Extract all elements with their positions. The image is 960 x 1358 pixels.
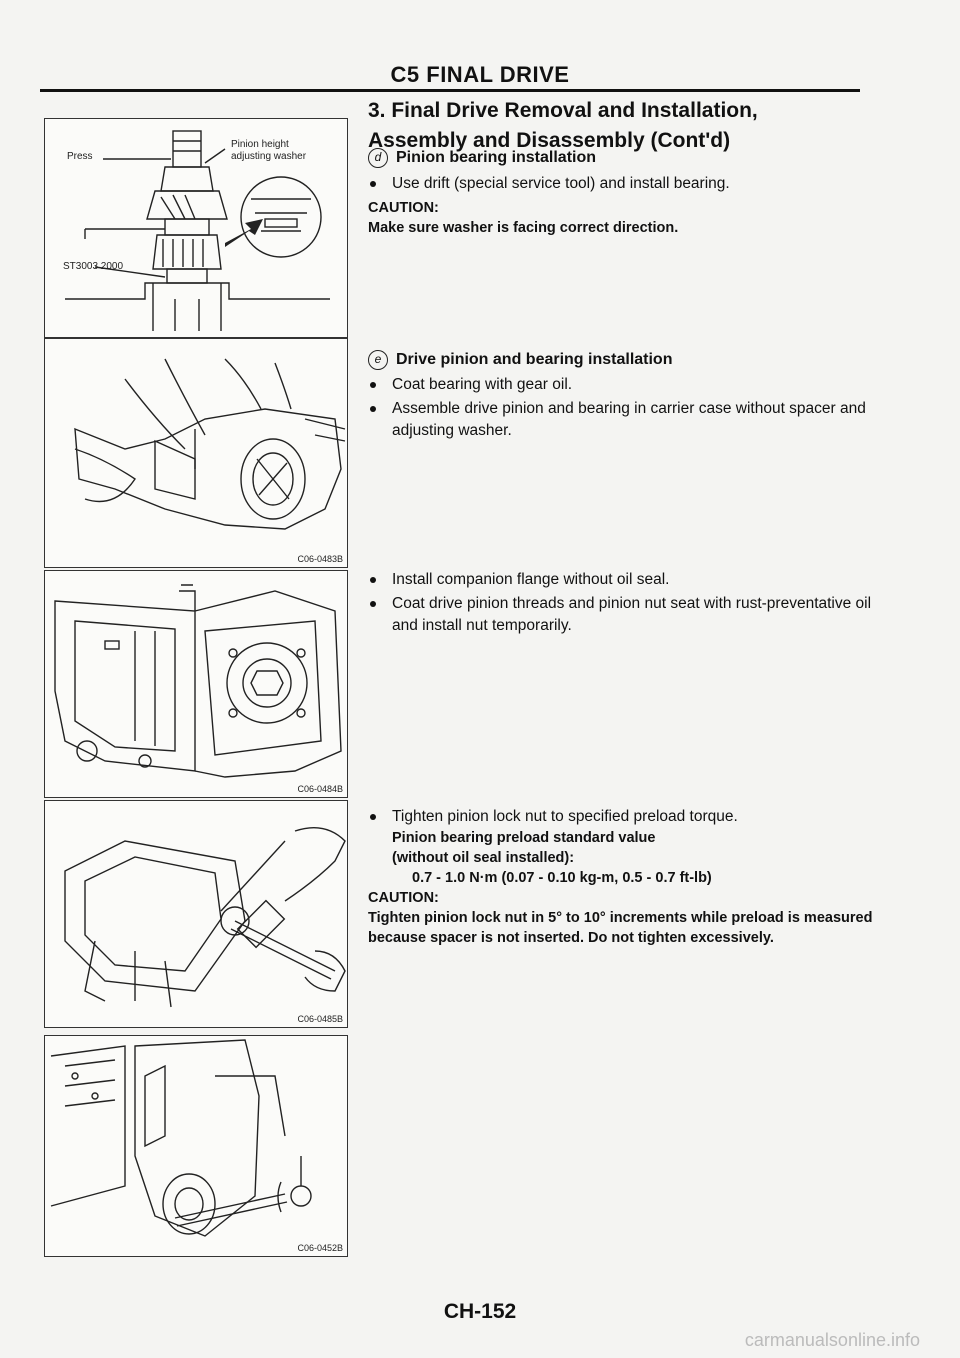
step-d-marker: d xyxy=(368,148,388,168)
figure-pinion-bearing-press xyxy=(44,118,348,338)
preload-caution-label: CAUTION: xyxy=(368,890,439,906)
step-e-heading-text: Drive pinion and bearing installation xyxy=(396,351,673,368)
preload-caution-text: Tighten pinion lock nut in 5° to 10° increments while preload is measured because spacer is not inserted. Do not tighten excessively. xyxy=(368,910,873,946)
companion-flange-illustration xyxy=(45,571,347,797)
preload-standard xyxy=(368,828,888,948)
preload-bullets xyxy=(368,806,878,830)
step-d-heading-text: Pinion bearing installation xyxy=(396,149,597,166)
page-number: CH-152 xyxy=(443,1300,517,1323)
step-e-bullet-2: Assemble drive pinion and bearing in carrier case without spacer and adjusting washer. xyxy=(368,398,878,442)
preload-gauge-illustration xyxy=(45,1036,347,1256)
step-e-heading xyxy=(368,349,672,371)
preload-std-line1: Pinion bearing preload standard value xyxy=(392,830,656,846)
figure-code: C06-0483B xyxy=(297,554,343,564)
figure-companion-flange xyxy=(44,570,348,798)
step-d-caution-label: CAUTION: xyxy=(368,200,439,216)
drive-pinion-illustration xyxy=(45,339,347,567)
label-washer-1: Pinion height xyxy=(231,139,289,150)
step-e-marker: e xyxy=(368,350,388,370)
section-title-line1: 3. Final Drive Removal and Installation, xyxy=(368,99,758,122)
figure-code: C06-0485B xyxy=(297,1014,343,1024)
header-rule xyxy=(40,89,860,92)
figure-code: C06-0484B xyxy=(297,784,343,794)
step-e-bullets xyxy=(368,374,878,444)
label-tool: ST3003 2000 xyxy=(63,261,124,272)
torque-wrench-illustration xyxy=(45,801,347,1027)
flange-bullet-1: Install companion flange without oil seal. xyxy=(368,569,878,591)
preload-bullet: Tighten pinion lock nut to specified preload torque. xyxy=(368,806,878,828)
preload-std-value: 0.7 - 1.0 N·m (0.07 - 0.10 kg-m, 0.5 - 0.7 ft-lb) xyxy=(412,870,712,886)
label-washer-2: adjusting washer xyxy=(231,151,307,162)
figure-torque-wrench-tightening xyxy=(44,800,348,1028)
step-d-heading xyxy=(368,147,596,169)
label-press: Press xyxy=(67,151,93,162)
step-d-bullet: Use drift (special service tool) and install bearing. xyxy=(368,173,878,195)
preload-std-line2: (without oil seal installed): xyxy=(392,850,575,866)
flange-bullet-2: Coat drive pinion threads and pinion nut seat with rust-preventative oil and install nut temporarily. xyxy=(368,593,878,637)
figure-drive-pinion-assembly xyxy=(44,338,348,568)
watermark: carmanualsonline.info xyxy=(744,1330,920,1350)
section-title-line2: Assembly and Disassembly (Cont'd) xyxy=(368,129,731,152)
flange-bullets xyxy=(368,569,878,639)
page-header-title: C5 FINAL DRIVE xyxy=(390,62,570,87)
figure-preload-measurement xyxy=(44,1035,348,1257)
step-d-caution-text: Make sure washer is facing correct direction. xyxy=(368,220,679,236)
step-d-caution xyxy=(368,198,888,238)
step-e-bullet-1: Coat bearing with gear oil. xyxy=(368,374,878,396)
step-d-bullets xyxy=(368,173,878,197)
figure-code: C06-0452B xyxy=(297,1243,343,1253)
